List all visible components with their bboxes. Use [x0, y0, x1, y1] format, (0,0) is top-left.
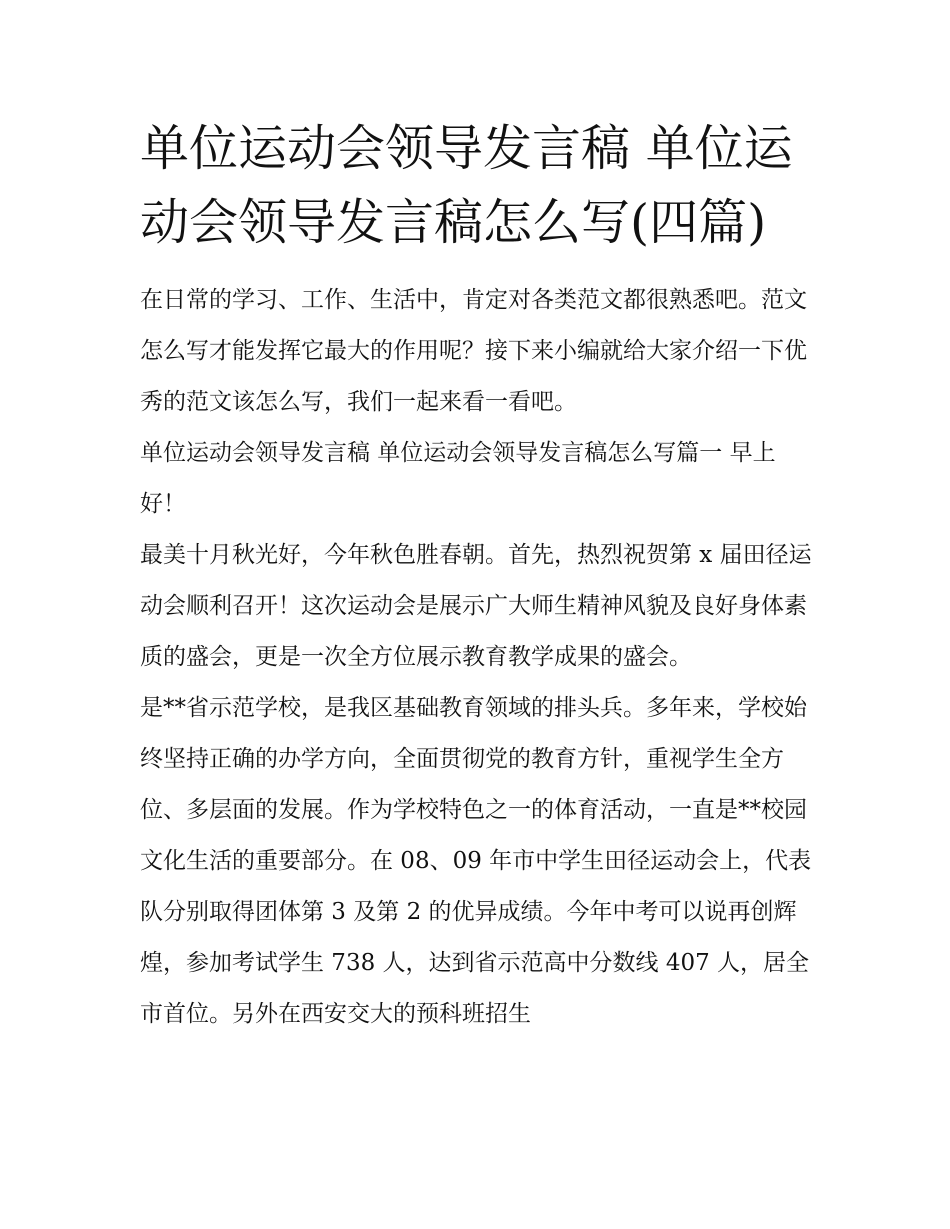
document-title: 单位运动会领导发言稿 单位运动会领导发言稿怎么写(四篇): [140, 120, 793, 251]
paragraph-school-achievements: 是**省示范学校，是我区基础教育领域的排头兵。多年来，学校始终坚持正确的办学方向，全面贯彻党的教育方针，重视学生全方位、多层面的发展。作为学校特色之一的体育活动，一直是**校园文化生活的重要部分。在 08、09 年市中学生田径运动会上，代表队分别取得团体第 3 及第 2 的优异成绩。今年中考可以说再创辉煌，参加考试学生 738 人，达到省示范高中分数线 407 人，居全市首位。另外在西安交大的预科班招生: [140, 695, 812, 1027]
paragraph-section-heading: 单位运动会领导发言稿 单位运动会领导发言稿怎么写篇一 早上好！: [140, 440, 776, 517]
paragraph-intro: 在日常的学习、工作、生活中，肯定对各类范文都很熟悉吧。范文怎么写才能发挥它最大的作用呢？接下来小编就给大家介绍一下优秀的范文该怎么写，我们一起来看一看吧。: [140, 287, 807, 415]
document-body: [140, 275, 820, 1040]
paragraph-opening: 最美十月秋光好，今年秋色胜春朝。首先，热烈祝贺第 x 届田径运动会顺利召开！这次运动会是展示广大师生精神风貌及良好身体素质的盛会，更是一次全方位展示教育教学成果的盛会。: [140, 542, 812, 670]
